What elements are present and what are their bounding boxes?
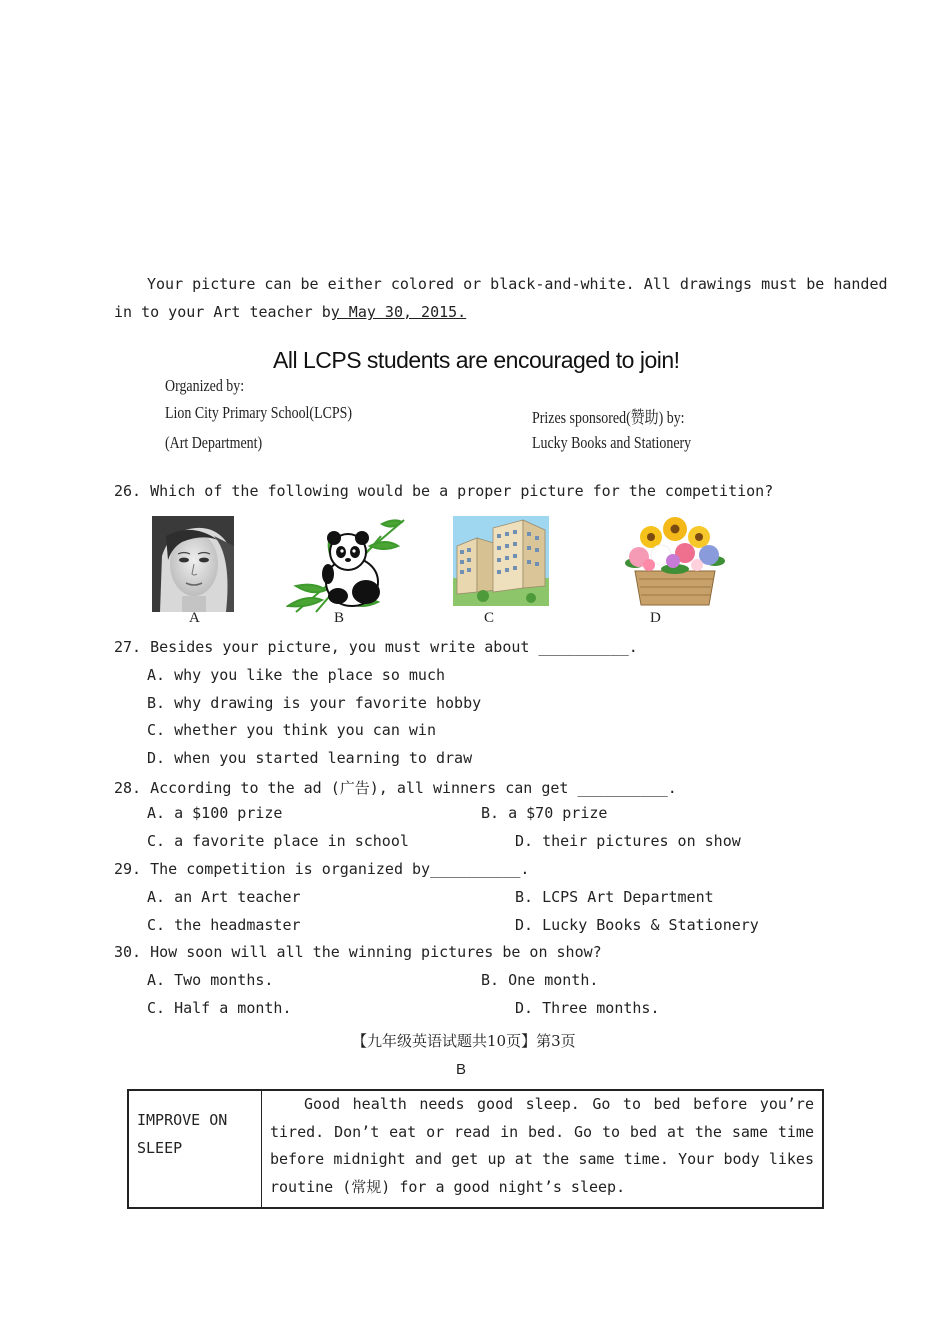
deadline-date: y May 30, 2015. [330,303,467,321]
page-footer: 【九年级英语试题共10页】第3页 [352,1032,576,1050]
intro-line-1: Your picture can be either colored or black-and-white. All drawings must be handed [147,275,888,293]
q27-option-a: A. why you like the place so much [147,666,446,684]
intro-line-2-prefix: in to your Art teacher b [114,303,331,321]
q30-text: 30. How soon will all the winning pictures be on show? [114,943,602,961]
q29-option-a: A. an Art teacher [147,888,301,906]
option-b-label: B [334,610,345,626]
q27-option-d: D. when you started learning to draw [147,749,473,767]
q30-option-a: A. Two months. [147,971,274,989]
q29-option-b: B. LCPS Art Department [515,888,714,906]
q28-option-d: D. their pictures on show [515,832,741,850]
q26-text: 26. Which of the following would be a proper picture for the competition? [114,482,774,500]
organizer-name: Lion City Primary School(LCPS) [165,403,353,422]
section-b-heading: B [456,1061,467,1078]
q28-option-a: A. a $100 prize [147,804,283,822]
organizer-dept: (Art Department) [165,433,263,452]
sponsor-label: Prizes sponsored(赞助) by: [532,408,685,427]
q29-option-d: D. Lucky Books & Stationery [515,916,759,934]
option-c-label: C [484,610,495,626]
organized-label: Organized by: [165,376,245,395]
portrait-sketch-picture [152,516,234,612]
table-body-cell [262,1090,824,1208]
q28-text: 28. According to the ad (广告), all winners can get __________. [114,779,677,797]
q27-option-c: C. whether you think you can win [147,721,436,739]
table-body-text: Good health needs good sleep. Go to bed before you’re tired. Don’t eat or read in bed. Go to bed at the same time before midnight and get up at the same time. Your body likes routine (常规) for a good night’s sleep. [270,1095,814,1196]
table-row [128,1090,823,1208]
panda-bamboo-picture [286,516,406,614]
buildings-picture [453,516,549,606]
q28-option-b: B. a $70 prize [481,804,608,822]
option-d-label: D [650,610,661,626]
sponsor-name: Lucky Books and Stationery [532,433,692,452]
intro-line-2 [114,303,466,321]
q30-option-d: D. Three months. [515,999,660,1017]
q29-text: 29. The competition is organized by__________. [114,860,530,878]
q27-option-b: B. why drawing is your favorite hobby [147,694,482,712]
q29-option-c: C. the headmaster [147,916,301,934]
flower-basket-picture [621,515,729,607]
q30-option-c: C. Half a month. [147,999,292,1017]
option-a-label: A [189,610,200,626]
sleep-table [127,1089,824,1209]
table-heading-cell: IMPROVE ON SLEEP [128,1090,262,1208]
q27-text: 27. Besides your picture, you must write about __________. [114,638,638,656]
banner-title: All LCPS students are encouraged to join! [273,347,680,373]
q30-option-b: B. One month. [481,971,599,989]
q28-option-c: C. a favorite place in school [147,832,409,850]
